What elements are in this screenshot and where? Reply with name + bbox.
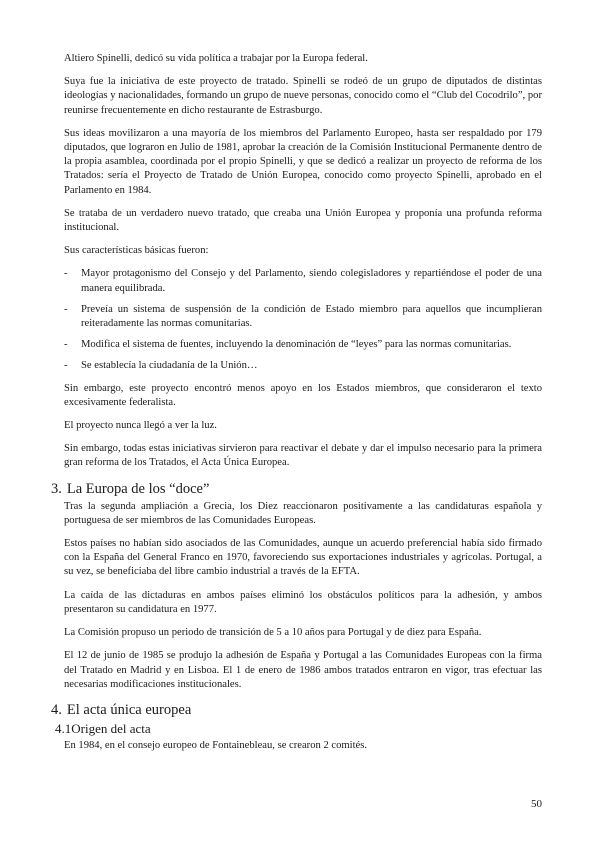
page-number: 50 (531, 798, 542, 810)
dash-bullet-icon: - (64, 339, 68, 351)
subsection-number: 4.1 (55, 720, 72, 736)
paragraph: Se trataba de un verdadero nuevo tratado, que creaba una Unión Europea y proponía una profunda reforma institucional. (64, 207, 542, 234)
paragraph: La Comisión propuso un periodo de transición de 5 a 10 años para Portugal y de diez para España. (64, 627, 482, 639)
subsection-heading (55, 721, 542, 737)
paragraph: Altiero Spinelli, dedicó su vida política a trabajar por la Europa federal. (64, 53, 368, 64)
paragraph: Suya fue la iniciativa de este proyecto de tratado. Spinelli se rodeó de un grupo de diputados de distintas ideologías y nacionalidades, formando un grupo de nueve personas, conocido como el “Club del Cocodrilo”, por reunirse frecuentemente en dicho restaurante de Estrasburgo. (64, 76, 542, 116)
list-item (64, 359, 542, 373)
list-item-text: Modifica el sistema de fuentes, incluyendo la denominación de “leyes” para las normas comunitarias. (81, 339, 512, 351)
paragraph: Sus ideas movilizaron a una mayoría de los miembros del Parlamento Europeo, hasta ser respaldado por 179 diputados, que lograron en Julio de 1981, aprobar la creación de la Comisión Institucional Permanente dentro de la propia asamblea, coordinada por el propio Spinelli, y que se dedicó a realizar un proyecto de reforma de los Tratados: sería el Proyecto de Tratado de Unión Europea, conocido como proyecto Spinelli, aprobado en el Parlamento en 1984. (64, 127, 542, 196)
section-title: La Europa de los “doce” (66, 480, 210, 497)
section-number: 4. (51, 701, 62, 718)
paragraph: Estos países no habían sido asociados de las Comunidades, aunque un acuerdo preferencial había sido firmado con la España del General Franco en 1970, favoreciendo sus exportaciones industriales y agrícolas. Portugal, a su vez, se beneficiaba del libre cambio industrial a través de la EFTA. (64, 538, 542, 578)
section-heading-4 (51, 701, 542, 719)
subsection-title: Origen del acta (71, 720, 151, 736)
dash-bullet-icon: - (64, 268, 68, 280)
paragraph: Sin embargo, este proyecto encontró menos apoyo en los Estados miembros, que consideraron el texto excesivamente federalista. (64, 382, 542, 408)
list-item-text: Preveía un sistema de suspensión de la condición de Estado miembro para aquellos que incumplieran reiteradamente las normas comunitarias. (81, 303, 542, 330)
list-item-text: Mayor protagonismo del Consejo y del Parlamento, siendo colegisladores y repartiéndose el poder de una manera equilibrada. (81, 268, 542, 294)
list-item (64, 303, 542, 331)
dash-bullet-icon: - (64, 303, 68, 315)
list-item (64, 267, 542, 295)
list-item-text: Se establecía la ciudadanía de la Unión… (81, 360, 258, 372)
paragraph: El 12 de junio de 1985 se produjo la adhesión de España y Portugal a las Comunidades Europeas con la firma del Tratado en Madrid y en Lisboa. El 1 de enero de 1986 ambos tratados entraron en vigor, tras efectuar las necesarias modificaciones institucionales. (64, 650, 542, 690)
paragraph: En 1984, en el consejo europeo de Fontainebleau, se crearon 2 comités. (64, 739, 367, 751)
characteristics-list (64, 267, 542, 373)
section-title: El acta única europea (66, 701, 192, 718)
paragraph: Sus características básicas fueron: (64, 245, 209, 257)
list-item (64, 338, 542, 352)
paragraph: Sin embargo, todas estas iniciativas sirvieron para reactivar el debate y dar el impulso necesario para la primera gran reforma de los Tratados, el Acta Única Europea. (64, 443, 542, 469)
dash-bullet-icon: - (64, 360, 68, 372)
section-heading-3 (51, 480, 542, 498)
paragraph: La caída de las dictaduras en ambos países eliminó los obstáculos políticos para la adhesión, y ambos presentaron su candidatura en 1977. (64, 589, 542, 615)
section-number: 3. (51, 480, 62, 497)
paragraph: El proyecto nunca llegó a ver la luz. (64, 420, 217, 432)
paragraph: Tras la segunda ampliación a Grecia, los Diez reaccionaron positivamente a las candidaturas española y portuguesa de ser miembros de las Comunidades Europeas. (64, 500, 542, 526)
page-content (51, 52, 542, 762)
